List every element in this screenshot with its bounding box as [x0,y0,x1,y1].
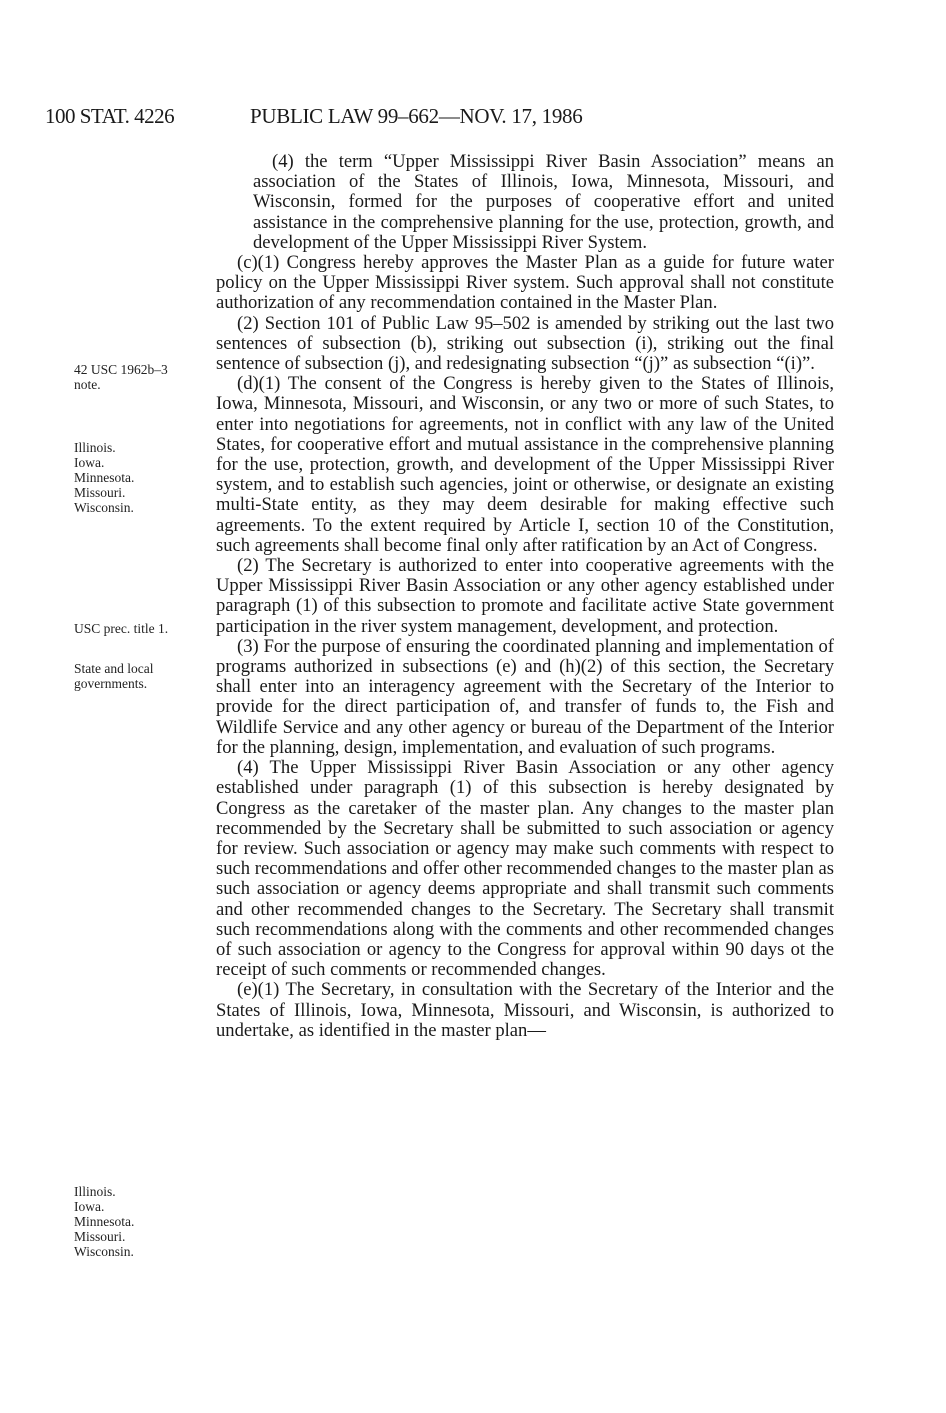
paragraph-d4: (4) The Upper Mississippi River Basin Association or any other agency established under paragraph (1) of this subsection is hereby designated by Congress as the caretaker of the master plan. Any changes to the master plan recommended by the Secretary shall be submitted to such association or agency for review. Such association or agency may make such comments with respect to such recommendations and offer other recommended changes to the master plan as such association or agency deems appropriate and shall transmit such comments and other recommended changes to the Secretary. The Secretary shall transmit such recommendations along with the comments and other recommended changes of such association or agency to the Congress for approval within 90 days ot the receipt of such comments or recommended changes. [216,757,834,981]
margin-note-line: State and local [74,661,154,676]
margin-note-line: Missouri. [74,485,126,500]
statute-body [216,152,834,1041]
public-law-title: PUBLIC LAW 99–662—NOV. 17, 1986 [250,104,583,128]
paragraph-e1: (e)(1) The Secretary, in consultation with the Secretary of the Interior and the States of Illinois, Iowa, Minnesota, Missouri, and Wisconsin, is authorized to undertake, as identified in the master plan— [216,979,834,1041]
margin-note-line: governments. [74,676,148,691]
margin-note-line: Iowa. [74,455,105,470]
margin-note-line: Minnesota. [74,1214,135,1229]
margin-note-line: Illinois. [74,440,116,455]
margin-note-line: Wisconsin. [74,1244,134,1259]
margin-note-line: Illinois. [74,1184,116,1199]
margin-note-usc-citation [74,362,214,392]
margin-note-state-local [74,661,214,691]
margin-note-line: Wisconsin. [74,500,134,515]
margin-note-states [74,440,214,515]
statute-page-number: 100 STAT. 4226 [45,104,175,128]
margin-note-line: Missouri. [74,1229,126,1244]
paragraph-d2: (2) The Secretary is authorized to enter into cooperative agreements with the Upper Mississippi River Basin Association or any other agency established under paragraph (1) of this subsection to promote and facilitate active State government participation in the river system management, development, and protection. [216,555,834,637]
margin-note-usc-prec [74,621,214,636]
paragraph-c1: (c)(1) Congress hereby approves the Master Plan as a guide for future water policy on the Upper Mississippi River system. Such approval shall not constitute authorization of any recommendation contained in the Master Plan. [216,252,834,314]
margin-note-states [74,1184,214,1259]
margin-note-line: Minnesota. [74,470,135,485]
margin-note-line: Iowa. [74,1199,105,1214]
margin-note-line: USC prec. title 1. [74,621,169,636]
paragraph-d3: (3) For the purpose of ensuring the coordinated planning and implementation of programs authorized in subsections (e) and (h)(2) of this section, the Secretary shall enter into an interagency agreement with the Secretary of the Interior to provide for the direct participation of, and transfer of funds to, the Fish and Wildlife Service and any other agency or bureau of the Department of the Interior for the planning, design, implementation, and evaluation of such programs. [216,635,834,758]
margin-note-line: 42 USC 1962b–3 [74,362,168,377]
paragraph-definition-4: (4) the term “Upper Mississippi River Basin Association” means an association of the States of Illinois, Iowa, Minnesota, Missouri, and Wisconsin, formed for the purposes of cooperative effort and united assistance in the comprehensive planning for the use, protection, growth, and development of the Upper Mississippi River System. [253,151,834,253]
margin-note-line: note. [74,377,101,392]
page-header [0,100,946,140]
paragraph-d1: (d)(1) The consent of the Congress is hereby given to the States of Illinois, Iowa, Minnesota, Missouri, and Wisconsin, or any two or more of such States, to enter into negotiations for agreements, not in conflict with any law of the United States, for cooperative effort and mutual assistance in the comprehensive planning for the use, protection, growth, and development of the Upper Mississippi River system, and to establish such agencies, joint or otherwise, or designate an existing multi-State entity, as they may deem desirable for making effective such agreements. To the extent required by Article I, section 10 of the Constitution, such agreements shall become final only after ratification by an Act of Congress. [216,373,834,556]
paragraph-c2: (2) Section 101 of Public Law 95–502 is amended by striking out the last two sentences of subsection (b), striking out subsection (i), striking out the final sentence of subsection (j), and redesignating subsection “(j)” as subsection “(i)”. [216,312,834,375]
